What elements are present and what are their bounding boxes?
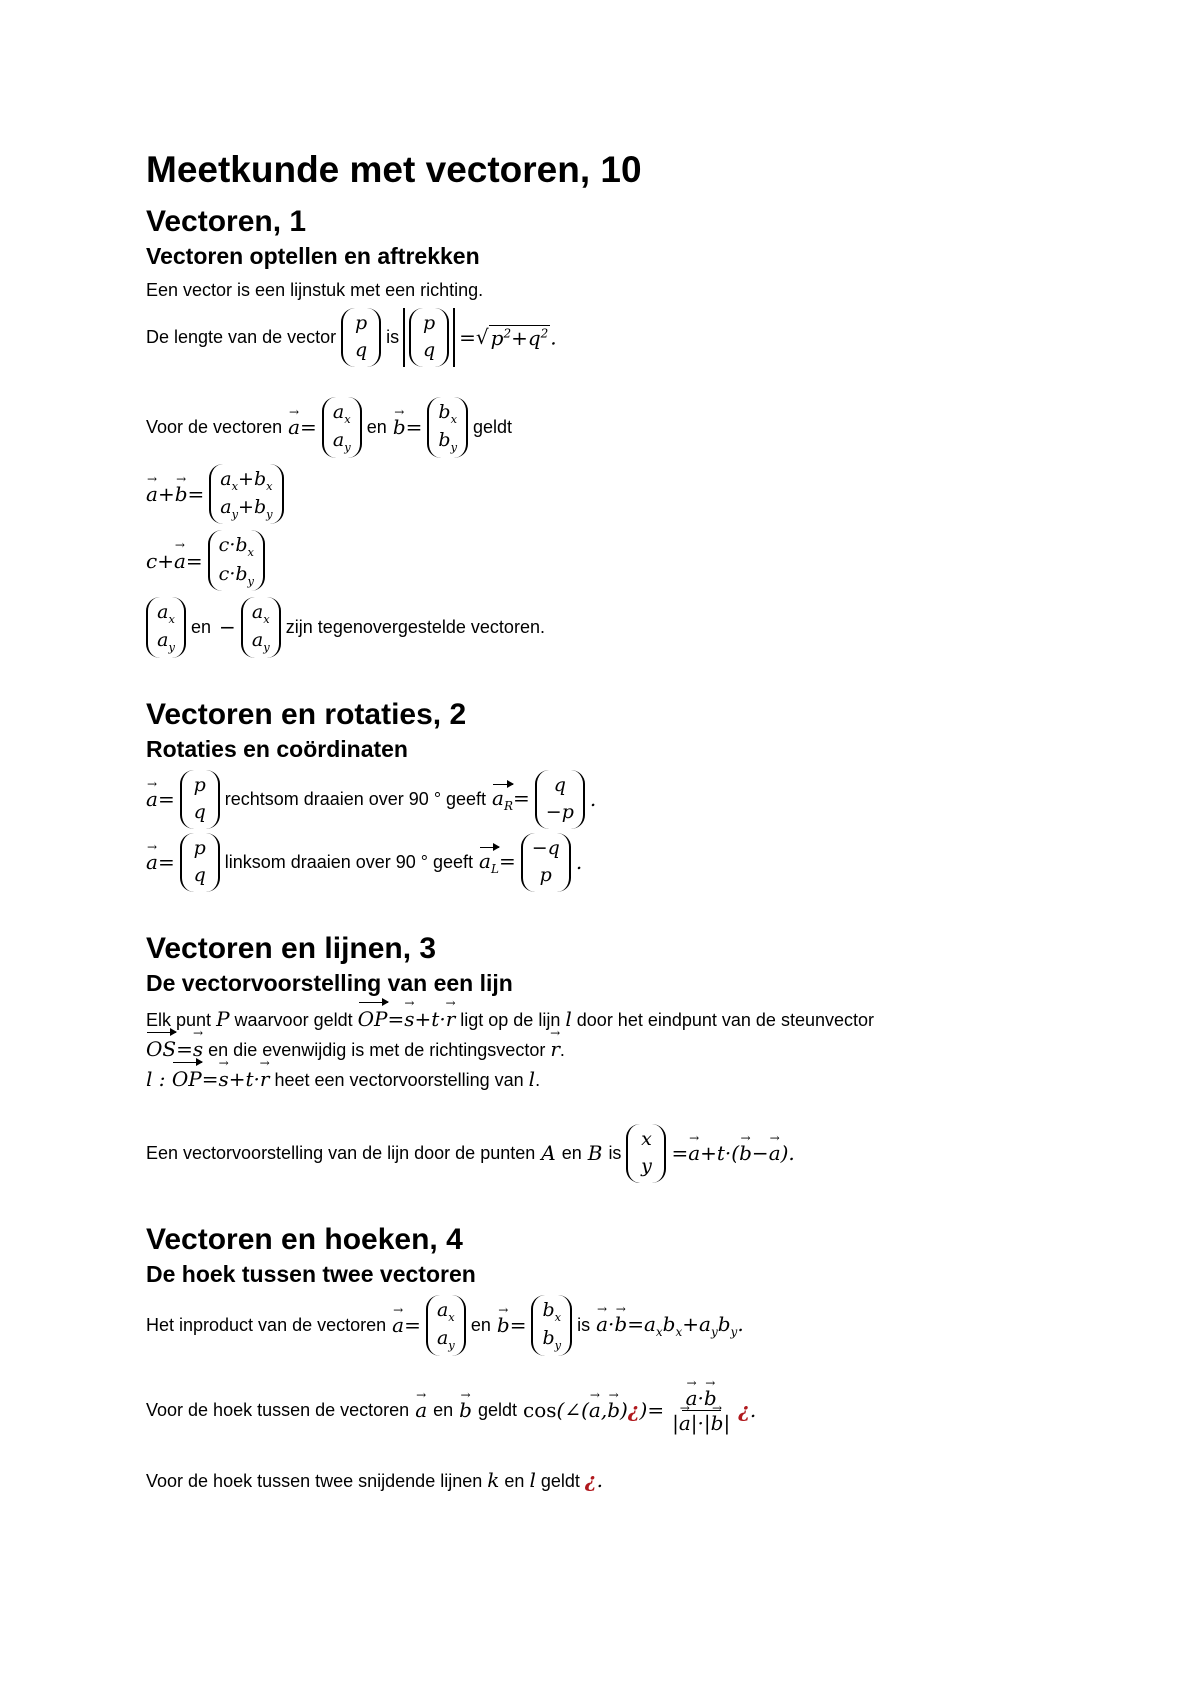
norm-pq: p q: [403, 308, 455, 367]
subheading-hoek: De hoek tussen twee vectoren: [146, 1261, 476, 1288]
vector-b-symbol: → b=: [393, 415, 423, 439]
rotation-clockwise: → a= p q rechtsom draaien over 90 ° geeft $a_R=$ q −p .: [146, 770, 1046, 829]
inner-product: Het inproduct van de vectoren → a= $a_x$ $a_y$ en → b= $b_x$ $b_y$ is → $a\cdot\to b=a_xb_x+a_yb_y$.: [146, 1295, 1046, 1356]
vector-definition: Een vector is een lijnstuk met een richting.: [146, 279, 484, 300]
vector-b-column: $b_x$ $b_y$: [427, 397, 468, 458]
document-body: [146, 150, 1046, 1495]
vector-a-symbol: → a=: [288, 415, 317, 439]
document-title: Meetkunde met vectoren, 10: [146, 149, 642, 190]
en-label-2: en: [191, 616, 212, 637]
sqrt-expression: = √ $p^2+q^2$ .: [459, 325, 557, 350]
opposite-vectors: $a_x$ $a_y$ en − $a_x$ $a_y$ zijn tegenovergestelde vectoren.: [146, 597, 1046, 658]
angle-between-vectors: Voor de hoek tussen de vectoren → a en → b geldt cos(∠(→ a,→ b)¿)= → $\frac{a\cdot\to b}{|\to a|\cdot|\to b|}$ ¿.: [146, 1386, 1046, 1435]
en-label: en: [366, 416, 387, 437]
subheading-vectorvoorstelling: De vectorvoorstelling van een lijn: [146, 970, 513, 997]
line-through-points: Een vectorvoorstelling van de lijn door de punten A en B is x y =→ a+t·(→ b−→ a).: [146, 1124, 1046, 1183]
is-label: is: [386, 326, 400, 347]
rotation-counterclockwise: → a= p q linksom draaien over 90 ° geeft $a_L=$ −q p .: [146, 833, 1046, 892]
sum-formula: → a+→ b= $a_x+b_x$ $a_y+b_y$: [146, 464, 1046, 525]
line-definition-1: Elk punt P waarvoor geldt OP=→ s+t·→ r ligt op de lijn l door het eindpunt van de steunvector: [146, 1004, 1046, 1034]
cosine-fraction: → $\frac{a\cdot\to b}{|\to a|\cdot|\to b|}$: [668, 1386, 734, 1435]
section-heading-lijnen: Vectoren en lijnen, 3: [146, 931, 437, 965]
subheading-optellen: Vectoren optellen en aftrekken: [146, 243, 480, 270]
length-label: De lengte van de vector: [146, 326, 337, 347]
vector-pq: p q: [341, 308, 381, 367]
opposite-text: zijn tegenovergestelde vectoren.: [285, 616, 545, 637]
subheading-rotaties: Rotaties en coördinaten: [146, 736, 408, 762]
vectors-ab-def: [146, 397, 1046, 458]
section-heading-hoeken: Vectoren en hoeken, 4: [146, 1222, 463, 1256]
sum-column: $a_x+b_x$ $a_y+b_y$: [209, 464, 283, 525]
scalar-column: $c\cdot b_x$ $c\cdot b_y$: [208, 530, 265, 591]
geldt-label: geldt: [473, 416, 513, 437]
rechtsom-text: rechtsom draaien over 90 ° geeft: [224, 788, 487, 809]
section-heading-rotaties: Vectoren en rotaties, 2: [146, 697, 467, 731]
line-definition-3: l : OP=→ s+t·→ r heet een vectorvoorstelling van l.: [146, 1064, 1046, 1094]
angle-between-lines: Voor de hoek tussen twee snijdende lijnen k en l geldt ¿.: [146, 1467, 603, 1492]
length-formula: [146, 308, 1046, 367]
vector-a-column: $a_x$ $a_y$: [322, 397, 362, 458]
voor-de-vectoren-label: Voor de vectoren: [146, 416, 283, 437]
section-heading-vectoren: Vectoren, 1: [146, 204, 307, 238]
scalar-formula: c+→ a= $c\cdot b_x$ $c\cdot b_y$: [146, 530, 1046, 591]
line-definition-2: OS=→ s en die evenwijdig is met de richtingsvector → r.: [146, 1034, 1046, 1064]
linksom-text: linksom draaien over 90 ° geeft: [224, 851, 474, 872]
